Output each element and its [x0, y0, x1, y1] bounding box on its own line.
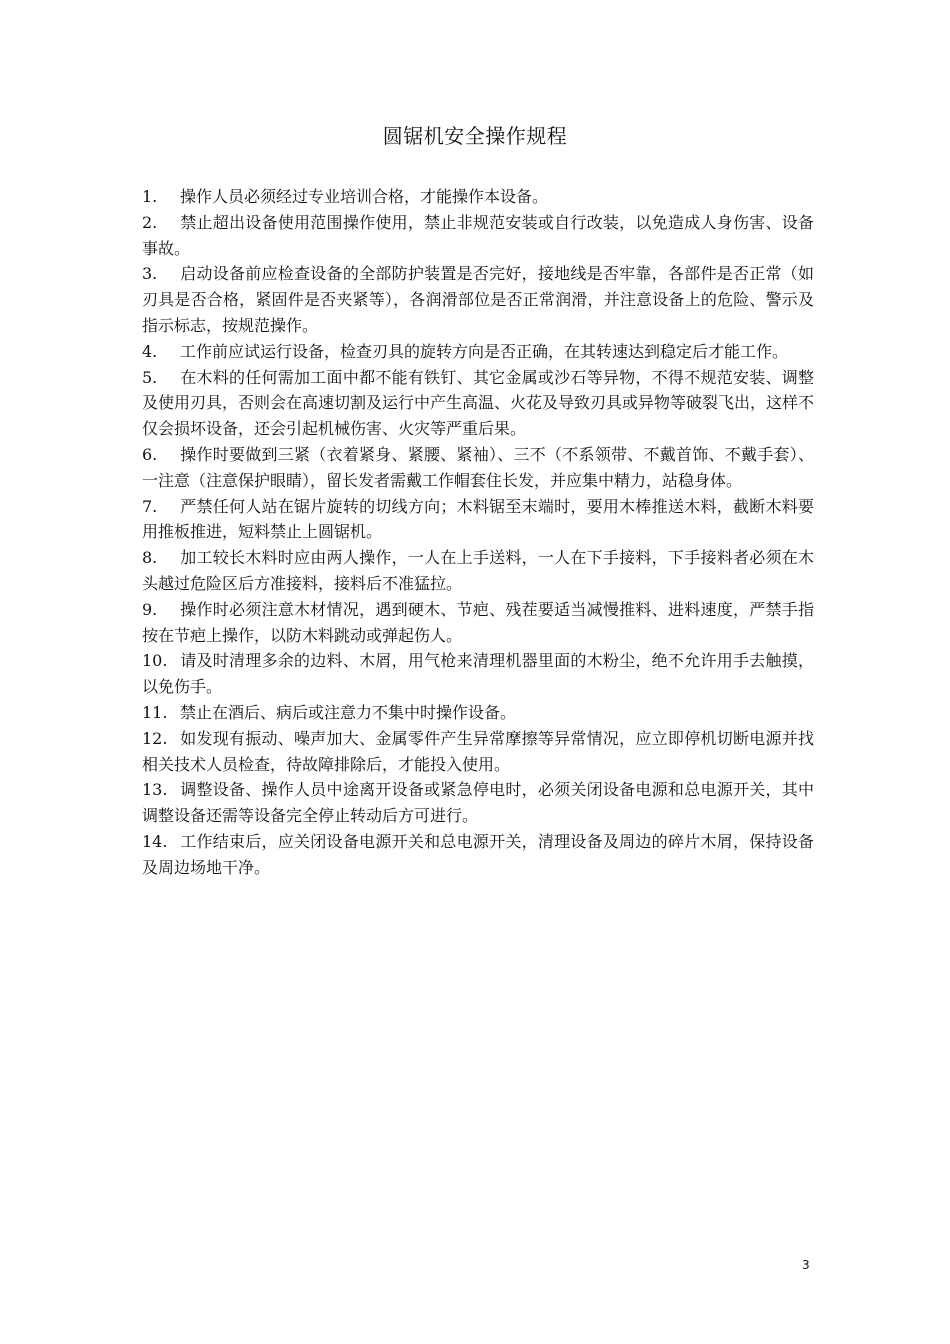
rule-number: 8.: [142, 548, 158, 568]
rule-number: 12.: [142, 728, 168, 748]
rule-text: 如发现有振动、噪声加大、金属零件产生异常摩擦等异常情况，应立即停机切断电源并找相关技术人员检查，待故障排除后，才能投入使用。: [142, 728, 814, 774]
rule-text: 禁止超出设备使用范围操作使用，禁止非规范安装或自行改装，以免造成人身伤害、设备事故。: [142, 212, 814, 258]
rule-text: 请及时清理多余的边料、木屑，用气枪来清理机器里面的木粉尘，绝不允许用手去触摸，以免伤手。: [142, 651, 814, 697]
rule-number: 3.: [142, 264, 158, 284]
rule-text: 在木料的任何需加工面中都不能有铁钉、其它金属或沙石等异物，不得不规范安装、调整及使用刃具，否则会在高速切割及运行中产生高温、火花及导致刃具或异物等破裂飞出，这样不仅会损坏设备，还会引起机械伤害、火灾等严重后果。: [142, 367, 815, 439]
list-item: [142, 210, 814, 262]
list-item: [142, 261, 814, 338]
rule-number: 10.: [142, 651, 168, 671]
rule-text: 操作人员必须经过专业培训合格，才能操作本设备。: [180, 187, 549, 206]
rule-text: 启动设备前应检查设备的全部防护装置是否完好，接地线是否牢靠，各部件是否正常（如刃具是否合格，紧固件是否夹紧等），各润滑部位是否正常润滑，并注意设备上的危险、警示及指示标志，按规范操作。: [142, 264, 814, 335]
list-item: [142, 545, 814, 597]
document-title: 圆锯机安全操作规程: [382, 124, 568, 148]
list-item: [142, 494, 814, 546]
rule-text: 调整设备、操作人员中途离开设备或紧急停电时，必须关闭设备电源和总电源开关，其中调整设备还需等设备完全停止转动后方可进行。: [142, 780, 814, 826]
list-item: [142, 700, 814, 726]
rule-text: 严禁任何人站在锯片旋转的切线方向；木料锯至末端时，要用木棒推送木料，截断木料要用推板推进，短料禁止上圆锯机。: [142, 496, 814, 542]
list-item: [142, 597, 814, 649]
rule-text: 禁止在酒后、病后或注意力不集中时操作设备。: [180, 702, 517, 722]
rule-number: 5.: [142, 367, 158, 387]
rule-number: 11.: [142, 702, 168, 722]
list-item: [142, 339, 814, 365]
rule-text: 加工较长木料时应由两人操作，一人在上手送料，一人在下手接料，下手接料者必须在木头越过危险区后方准接料，接料后不准猛拉。: [142, 548, 814, 593]
page-number: 3: [802, 1258, 810, 1272]
list-item: [142, 726, 814, 778]
rule-number: 1.: [142, 187, 158, 206]
rule-number: 6.: [142, 444, 158, 464]
rule-text: 工作结束后，应关闭设备电源开关和总电源开关，清理设备及周边的碎片木屑，保持设备及周边场地干净。: [142, 831, 814, 877]
rule-number: 13.: [142, 780, 168, 800]
rule-number: 4.: [142, 341, 158, 361]
rule-number: 2.: [142, 212, 158, 232]
rule-text: 操作时要做到三紧（衣着紧身、紧腰、紧袖）、三不（不系领带、不戴首饰、不戴手套）、一注意（注意保护眼睛），留长发者需戴工作帽套住长发，并应集中精力，站稳身体。: [142, 444, 814, 490]
rule-text: 工作前应试运行设备，检查刃具的旋转方向是否正确，在其转速达到稳定后才能工作。: [180, 341, 789, 361]
list-item: [142, 648, 814, 700]
rule-number: 9.: [142, 599, 158, 619]
list-item: [142, 829, 814, 881]
list-item: [142, 184, 814, 210]
rule-text: 操作时必须注意木材情况，遇到硬木、节疤、残茬要适当减慢推料、进料速度，严禁手指按在节疤上操作，以防木料跳动或弹起伤人。: [142, 599, 814, 645]
list-item: [142, 365, 814, 442]
list-item: [142, 777, 814, 829]
rules-list: [142, 184, 814, 881]
rule-number: 7.: [142, 496, 158, 516]
list-item: [142, 442, 814, 494]
rule-number: 14.: [142, 831, 168, 851]
